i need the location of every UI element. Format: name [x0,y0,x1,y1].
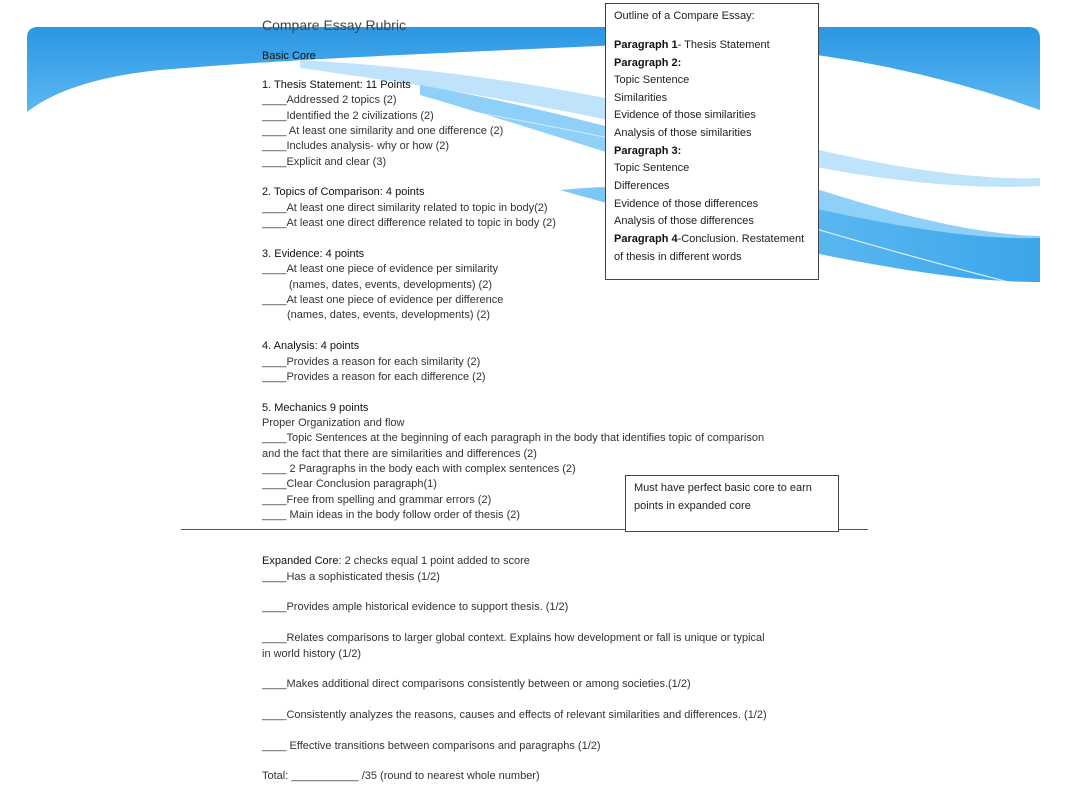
expanded-core-heading [262,555,530,568]
rubric-item: ____ Main ideas in the body follow order of thesis (2) [262,509,521,521]
outline-line: Evidence of those differences [614,198,759,210]
note-line: points in expanded core [634,500,751,512]
rubric-item: ____At least one piece of evidence per similarity [262,263,499,275]
outline-line: Similarities [614,92,668,104]
rubric-item: ____Free from spelling and grammar errors (2) [262,494,492,506]
rubric-item: ____ Effective transitions between comparisons and paragraphs (1/2) [262,740,601,752]
rubric-item: ____Clear Conclusion paragraph(1) [262,478,437,490]
section-heading-thesis: 1. Thesis Statement: 11 Points [262,79,411,91]
rubric-item: ____At least one direct difference related to topic in body (2) [262,217,556,229]
section-heading-topics: 2. Topics of Comparison: 4 points [262,186,425,198]
subtitle: Basic Core [262,50,316,62]
rubric-item: ____Topic Sentences at the beginning of each paragraph in the body that identifies topic of comparison [262,432,765,444]
total-line: Total: ___________ /35 (round to nearest whole number) [262,770,540,782]
page-title: Compare Essay Rubric [262,17,406,33]
outline-p4-text: -Conclusion. Restatement [677,233,805,245]
outline-line: Evidence of those similarities [614,109,756,121]
outline-paragraph-3 [614,145,681,158]
outline-p3-label: Paragraph 3: [614,145,682,157]
note-line: Must have perfect basic core to earn [634,482,812,494]
note-box [625,475,839,532]
expanded-core-rule: : 2 checks equal 1 point added to score [338,555,530,567]
outline-line: Analysis of those similarities [614,127,752,139]
rubric-item: (names, dates, events, developments) (2) [287,309,490,321]
rubric-item: and the fact that there are similarities and differences (2) [262,448,537,460]
outline-line: Topic Sentence [614,74,690,86]
rubric-item: ____Provides ample historical evidence to support thesis. (1/2) [262,601,569,613]
rubric-item: in world history (1/2) [262,648,362,660]
outline-p4-label: Paragraph 4 [614,233,678,245]
outline-box [605,3,819,280]
rubric-item: ____At least one piece of evidence per difference [262,294,504,306]
rubric-item: ____Includes analysis- why or how (2) [262,140,450,152]
section-heading-evidence: 3. Evidence: 4 points [262,248,365,260]
rubric-item: ____Provides a reason for each difference (2) [262,371,486,383]
section-heading-mechanics: 5. Mechanics 9 points [262,402,369,414]
rubric-item: ____ 2 Paragraphs in the body each with complex sentences (2) [262,463,576,475]
outline-line: Differences [614,180,670,192]
outline-paragraph-4 [614,233,804,246]
expanded-core-label: Expanded Core [262,555,339,567]
outline-p1-label: Paragraph 1 [614,39,678,51]
rubric-item: ____Provides a reason for each similarity (2) [262,356,481,368]
outline-paragraph-1 [614,39,770,52]
rubric-item: ____Makes additional direct comparisons consistently between or among societies.(1/2) [262,678,691,690]
outline-p2-label: Paragraph 2: [614,57,682,69]
rubric-item: ____Relates comparisons to larger global context. Explains how development or fall is unique or typical [262,632,765,644]
outline-p1-text: - Thesis Statement [677,39,770,51]
rubric-item: ____Explicit and clear (3) [262,156,387,168]
rubric-item: ____ At least one similarity and one difference (2) [262,125,504,137]
rubric-item: ____Has a sophisticated thesis (1/2) [262,571,440,583]
outline-title: Outline of a Compare Essay: [614,10,755,22]
rubric-item: (names, dates, events, developments) (2) [289,279,492,291]
outline-line: of thesis in different words [614,251,742,263]
section-heading-analysis: 4. Analysis: 4 points [262,340,360,352]
outline-line: Topic Sentence [614,162,690,174]
rubric-item: ____Consistently analyzes the reasons, causes and effects of relevant similarities and differences. (1/2) [262,709,767,721]
outline-line: Analysis of those differences [614,215,754,227]
outline-paragraph-2 [614,57,681,70]
rubric-item: Proper Organization and flow [262,417,405,429]
rubric-item: ____Identified the 2 civilizations (2) [262,110,434,122]
rubric-item: ____Addressed 2 topics (2) [262,94,397,106]
rubric-item: ____At least one direct similarity related to topic in body(2) [262,202,548,214]
